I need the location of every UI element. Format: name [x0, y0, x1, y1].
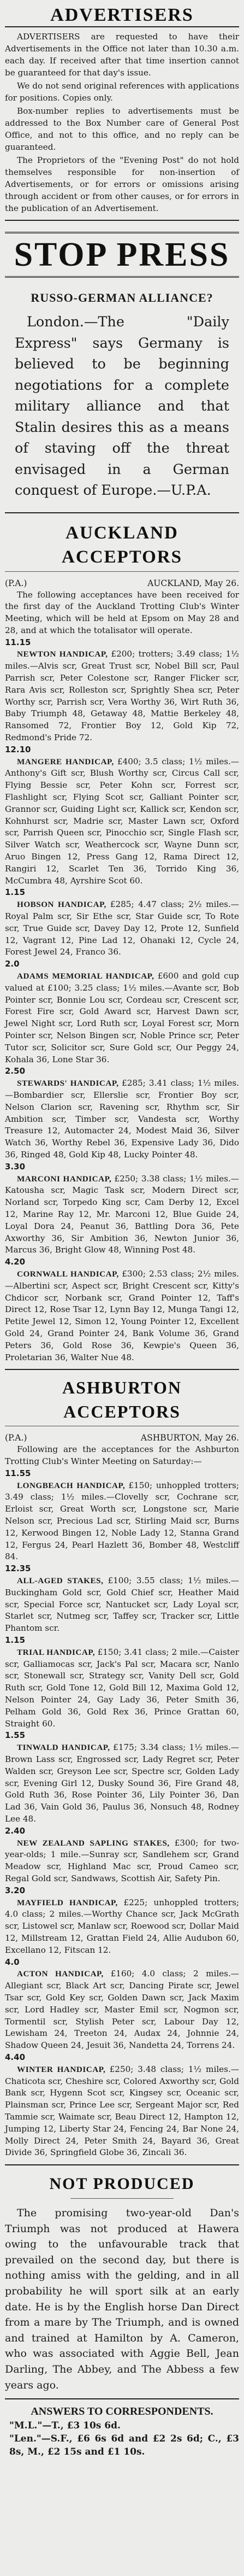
ashburton-race [5, 1563, 239, 1635]
auckland-race [5, 1256, 239, 1363]
not-produced-section [5, 2173, 239, 2399]
rule [70, 2198, 174, 2199]
race-time: 3.30 [5, 1161, 26, 1172]
race-name: WINTER HANDICAP, [17, 2064, 110, 2074]
race-details: £285; 4.47 class; 2½ miles.—Royal Palm scr, Sir Ethe scr, Star Guide scr, To Rote scr, True Guide scr, Davey Day 12, Prote 12, Sunfield 12, Vagrant 12, Pine Lad 12, Ohanaki 12, Cycle 24, Forest Jewel 24, Franco 36. [5, 899, 239, 957]
race-time: 4.0 [5, 1957, 20, 1967]
race-time: 1.15 [5, 1635, 26, 1646]
rule [5, 26, 239, 27]
auckland-race [5, 637, 239, 744]
race-entry [5, 1480, 239, 1564]
rule [5, 571, 239, 572]
race-entry [5, 1575, 239, 1635]
race-details: £300; 2.53 class; 2½ miles.—Albertini scr, Aspect scr, Bright Crescent scr, Kitty's Chdicor scr, Norbank scr, Grand Pointer 12, Taff's Direct 12, Rose Tsar 12, Lynn Bay 12, Munga Tangi 12, Petite Jewel 12, Simon 12, Young Pointer 12, Excellent Gold 24, Grand Pointer 24, Bank Volume 36, Grand Peters 36, Gold Rose 36, Kewpie's Queen 36, Proletarian 36, Walter Nue 48. [5, 1268, 239, 1362]
ashburton-dateline [5, 1432, 239, 1444]
race-time: 4.20 [5, 1257, 26, 1267]
race-entry [5, 648, 239, 743]
ashburton-section [5, 1375, 239, 2165]
auckland-races [5, 637, 239, 1364]
race-name: ACTON HANDICAP, [17, 1969, 111, 1979]
rule [5, 2398, 239, 2399]
race-time: 1.55 [5, 1730, 26, 1741]
race-time: 1.15 [5, 887, 26, 898]
rule [5, 512, 239, 513]
auckland-intro: The following acceptances have been received for the first day of the Auckland Trotting Club's Winter Meeting, which will be held at Epsom on May 28 and 28, and at which the totalisator will operate. [5, 589, 239, 635]
auckland-section [5, 521, 239, 1371]
race-time: 11.55 [5, 1468, 31, 1478]
race-name: LONGBEACH HANDICAP, [17, 1480, 129, 1490]
ashburton-race [5, 1468, 239, 1563]
race-details: £600 and gold cup valued at £100; 3.25 class; 1½ miles.—Avante scr, Bob Pointer scr, Bonnie Lou scr, Cordeau scr, Crescent scr, Forest Fire scr, Gold Award scr, Harvest Dawn scr, Jewel Night scr, Lord Ruth scr, Loyal Forest scr, Morn Pointer scr, Nelson Bingen scr, Noble Prince scr, Peter Tutor scr, Solicitor scr, Sure Gold scr, Our Peggy 24, Kohala 36, Lone Star 36. [5, 971, 239, 1064]
race-name: TRIAL HANDICAP, [17, 1647, 98, 1657]
race-details: £250; 3.48 class; 1½ miles.—Chaticota scr, Cheshire scr, Colored Axworthy scr, Gold Bank scr, Hygenn Scot scr, Kingsey scr, Oceanic scr, Plainsman scr, Prince Lee scr, Sergeant Major scr, Red Tammie scr, Waimate scr, Beau Direct 12, Hampton 12, Jumping 12, Liberty Star 24, Fencing 24, Bar None 24, Molly Direct 24, Peter Smith 24, Bayard 36, Great Divide 36, Springfield Globe 36, Zincali 36. [5, 2064, 239, 2158]
race-entry [5, 1647, 239, 1730]
correspondents-section [5, 2404, 239, 2458]
race-name: NEWTON HANDICAP, [17, 649, 111, 659]
race-name: ALL-AGED STAKES, [17, 1576, 108, 1586]
advertisers-notice: The Proprietors of the "Evening Post" do not hold themselves responsible for non-insertion of Advertisements, or for errors or omissions arising through accident or from other causes, or for errors in the publication of an Advertisement. [5, 155, 239, 213]
ashburton-intro: Following are the acceptances for the Ashburton Trotting Club's Winter Meeting on Saturday:— [5, 1444, 239, 1467]
race-entry [5, 2064, 239, 2159]
race-details: £150; unhoppled trotters; 3.49 class; 1½ miles.—Clovelly scr, Cochrane scr, Erloist scr, Great Worth scr, Longstone scr, Marie Nelson scr, Precious Lad scr, Stirling Maid scr, Burns 12, Kerwood Bingen 12, Noble Lady 12, Stanna Grand 12, Fergus 24, Pearl Hazlett 36, Bomber 48, Westcliff 84. [5, 1480, 239, 1562]
correspondents-lines [5, 2419, 239, 2458]
auckland-dateline [5, 577, 239, 589]
race-details: £400; 3.5 class; 1½ miles.—Anthony's Gift scr, Blush Worthy scr, Circus Call scr, Flying Bessie scr, Peter Kohn scr, Forrest scr, Flashlight scr, Flying Scot scr, Galliant Pointer scr, Grannor scr, Guiding Light scr, Kallick scr, Kendon scr, Kohnhurst scr, Madrie scr, Master Lawn scr, Oxford scr, Parrish Queen scr, Pinocchio scr, Single Flash scr, Silver Watch scr, Weathercock scr, Wayne Dunn scr, Aruo Bingen 12, Press Gang 12, Rama Direct 12, Rangiri 12, Scarlet Ten 36, Torrido King 36, McCumbra 48, Ayrshire Scot 60. [5, 756, 239, 886]
auckland-heading: AUCKLAND ACCEPTORS [62, 523, 182, 567]
advertisers-notices [5, 31, 239, 214]
rule [5, 2164, 239, 2165]
stop-press-section [5, 232, 239, 513]
race-details: £225; unhoppled trotters; 4.0 class; 2 miles.—Worthy Chance scr, Jack McGrath scr, Listowel scr, Manlaw scr, Roewood scr, Dollar Maid 12, Millstream 12, Grattan Field 24, Allie Audubon 60, Excellano 12, Fitscan 12. [5, 1897, 239, 1955]
rule [5, 220, 239, 221]
advertisers-notice: Box-number replies to advertisements must be addressed to the Box Number care of General Post Office, and not to this office, and no reply can be guaranteed. [5, 106, 239, 152]
race-details: £300; for two-year-olds; 1 mile.—Sunray scr, Sandlehem scr, Grand Meadow scr, Highland Mac scr, Proud Cameo scr, Regal Gold scr, Sandwaws, Scottish Air, Safety Pin. [5, 1837, 239, 1883]
stop-press-heading: STOP PRESS [14, 236, 230, 273]
race-details: £150; 3.41 class; 2 mile.—Caister scr, Galliamocas scr, Jack's Pal scr, Macara scr, Nanlo scr, Stonewall scr, Strategy scr, Vanity Dell scr, Gold Ruth scr, Gold Tone 12, Gold Bill 12, Maxima Gold 12, Nelson Pointer 24, Gay Lady 36, Peter Smith 36, Pelham Gold 36, Gold Rex 36, Prince Grattan 60, Straight 60. [5, 1647, 239, 1729]
race-details: £250; 3.38 class; 1½ miles.—Katousha scr, Magic Task scr, Modern Direct scr, Norland scr, Torpedo King scr, Cam Derby 12, Excel 12, Marine Ray 12, Mr. Marconi 12, Blue Guide 24, Loyal Dora 24, Peanut 36, Battling Dora 36, Pete Axworthy 36, Sir Ambition 36, Newton Junior 36, Marcus 36, Bright Glow 48, Winning Post 48. [5, 1173, 239, 1255]
race-entry [5, 899, 239, 958]
stop-press-text: London.—The "Daily Express" says Germany is believed to be beginning negotiations for a complete military alliance and that Stalin desires this as a means of staving off the threat envisaged in a German conquest of Europe.—U.P.A. [15, 314, 229, 499]
correspondent-answer: "M.L."—T., £3 10s 6d. [9, 2420, 121, 2432]
race-entry [5, 1268, 239, 1363]
stop-press-subheading: RUSSO-GERMAN ALLIANCE? [31, 291, 213, 305]
race-entry [5, 1837, 239, 1885]
race-entry [5, 756, 239, 887]
race-time: 2.40 [5, 1825, 26, 1836]
ashburton-race [5, 1957, 239, 2052]
race-entry [5, 1897, 239, 1957]
race-name: STEWARDS' HANDICAP, [17, 1079, 122, 1088]
auckland-race [5, 1161, 239, 1256]
rule [5, 1369, 239, 1370]
race-time: 3.20 [5, 1885, 26, 1895]
auckland-race [5, 744, 239, 887]
not-produced-text: The promising two-year-old Dan's Triumph was not produced at Hawera owing to the unfavourable track that prevailed on the second day, but there is nothing amiss with the gelding, and in all probability he will sport silk at an early date. He is by the English horse Dan Direct from a mare by The Triumph, and is owned and trained at Hamilton by A. Cameron, who was associated with Aggie Bell, Jean Darling, The Abbey, and The Abbess a few years ago. [5, 2207, 239, 2391]
race-details: £100; 3.55 class; 1½ miles.—Buckingham Gold scr, Gold Chief scr, Heather Maid scr, Special Force scr, Nantucket scr, Lady Loyal scr, Starlet scr, Nutmeg scr, Taffey scr, Tracker scr, Little Phantom scr. [5, 1576, 239, 1634]
race-details: £175; 3.34 class; 1½ miles.—Brown Lass scr, Engrossed scr, Lady Regret scr, Peter Walden scr, Greyson Lee scr, Spectre scr, Golden Lady scr, Evening Girl 12, Dusky Sound 36, Fire Grand 48, Gold Ruth 36, Rose Pointer 36, Lily Pointer 36, Dan Lad 36, Vain Gold 36, Paulus 36, Nonsuch 48, Rodney Lee 48. [5, 1742, 239, 1824]
ashburton-race [5, 1730, 239, 1825]
rule [5, 276, 239, 278]
correspondent-answer: "Len."—S.F., £6 6s 6d and £2 2s 6d; C., £3 8s, M., £2 15s and £1 10s. [9, 2433, 239, 2458]
advertisers-heading: ADVERTISERS [50, 5, 194, 25]
ashburton-heading: ASHBURTON ACCEPTORS [62, 1378, 182, 1422]
race-name: TINWALD HANDICAP, [17, 1743, 114, 1753]
advertisers-notice: We do not send original references with applications for positions. Copies only. [5, 81, 239, 103]
race-name: MANGERE HANDICAP, [17, 757, 117, 766]
not-produced-heading: NOT PRODUCED [49, 2175, 195, 2193]
race-time: 2.50 [5, 1066, 26, 1076]
race-time: 11.15 [5, 637, 31, 647]
auckland-race [5, 1065, 239, 1161]
race-entry [5, 1078, 239, 1161]
advertisers-notice: ADVERTISERS are requested to have their Advertisements in the Office not later than 10.30 a.m. each day. If received after that time insertion cannot be guaranteed for that day's issue. [5, 32, 239, 78]
ashburton-race [5, 1825, 239, 1885]
ashburton-race [5, 1885, 239, 1957]
auckland-source: (P.A.) [5, 578, 27, 588]
advertisers-section [5, 4, 239, 221]
race-entry [5, 1968, 239, 2052]
ashburton-race [5, 1635, 239, 1730]
race-name: HOBSON HANDICAP, [17, 900, 110, 910]
ashburton-place: ASHBURTON, May 26. [140, 1433, 239, 1443]
auckland-race [5, 887, 239, 958]
correspondents-heading: ANSWERS TO CORRESPONDENTS. [31, 2405, 213, 2418]
race-name: MAYFIELD HANDICAP, [17, 1898, 124, 1907]
auckland-place: AUCKLAND, May 26. [147, 578, 239, 588]
race-time: 12.10 [5, 744, 31, 754]
race-entry [5, 1742, 239, 1825]
ashburton-race [5, 2052, 239, 2159]
race-details: £200; trotters; 3.49 class; 1½ miles.—Alvis scr, Great Trust scr, Nobel Bill scr, Paul Parrish scr, Peter Colestone scr, Ranger Flicker scr, Rara Avis scr, Rolleston scr, Sprightly Shea scr, Peter Worthy scr, Parrish scr, Vera Worthy 36, Wirt Ruth 36, Baby Triumph 48, Getaway 48, Mattie Berkeley 48, Ransomed 72, Frontier Boy 12, Gold Kip 72, Redmond's Pride 72. [5, 649, 239, 743]
race-name: MARCONI HANDICAP, [17, 1174, 115, 1184]
race-name: CORNWALL HANDICAP, [17, 1269, 122, 1279]
race-time: 4.40 [5, 2052, 26, 2062]
race-time: 2.0 [5, 959, 20, 969]
race-name: ADAMS MEMORIAL HANDICAP, [17, 971, 158, 981]
race-entry [5, 1173, 239, 1257]
race-details: £160; 4.0 class; 2 miles.—Allegiant scr, Black Art scr, Dancing Pirate scr, Jewel Tsar scr, Gold Key scr, Golden Dawn scr, Jack Maxim scr, Lord Hadley scr, Master Emil scr, Nogmon scr, Tormentil scr, Stylish Peter scr, Labour Day 12, Lewisham 24, Treeton 24, Audax 24, Johnnie 24, Shadow Queen 24, Jesuit 36, Nandetta 24, Torrens 24. [5, 1969, 239, 2051]
race-details: £285; 3.41 class; 1½ miles.—Bombardier scr, Ellerslie scr, Frontier Boy scr, Nelson Clarion scr, Ravening scr, Rhythm scr, Sir Ambition scr, Timber scr, Vandesta scr, Worthy Treasure 12, Automacter 24, Modest Maid 36, Silver Watch 36, Worthy Rebel 36, Expensive Lady 36, Dido 36, Ringed 48, Gold Kip 48, Lucky Pointer 48. [5, 1078, 239, 1160]
race-name: NEW ZEALAND SAPLING STAKES, [17, 1838, 175, 1848]
ashburton-races [5, 1468, 239, 2159]
race-time: 12.35 [5, 1564, 31, 1574]
race-entry [5, 970, 239, 1065]
auckland-race [5, 958, 239, 1065]
ashburton-source: (P.A.) [5, 1433, 27, 1443]
